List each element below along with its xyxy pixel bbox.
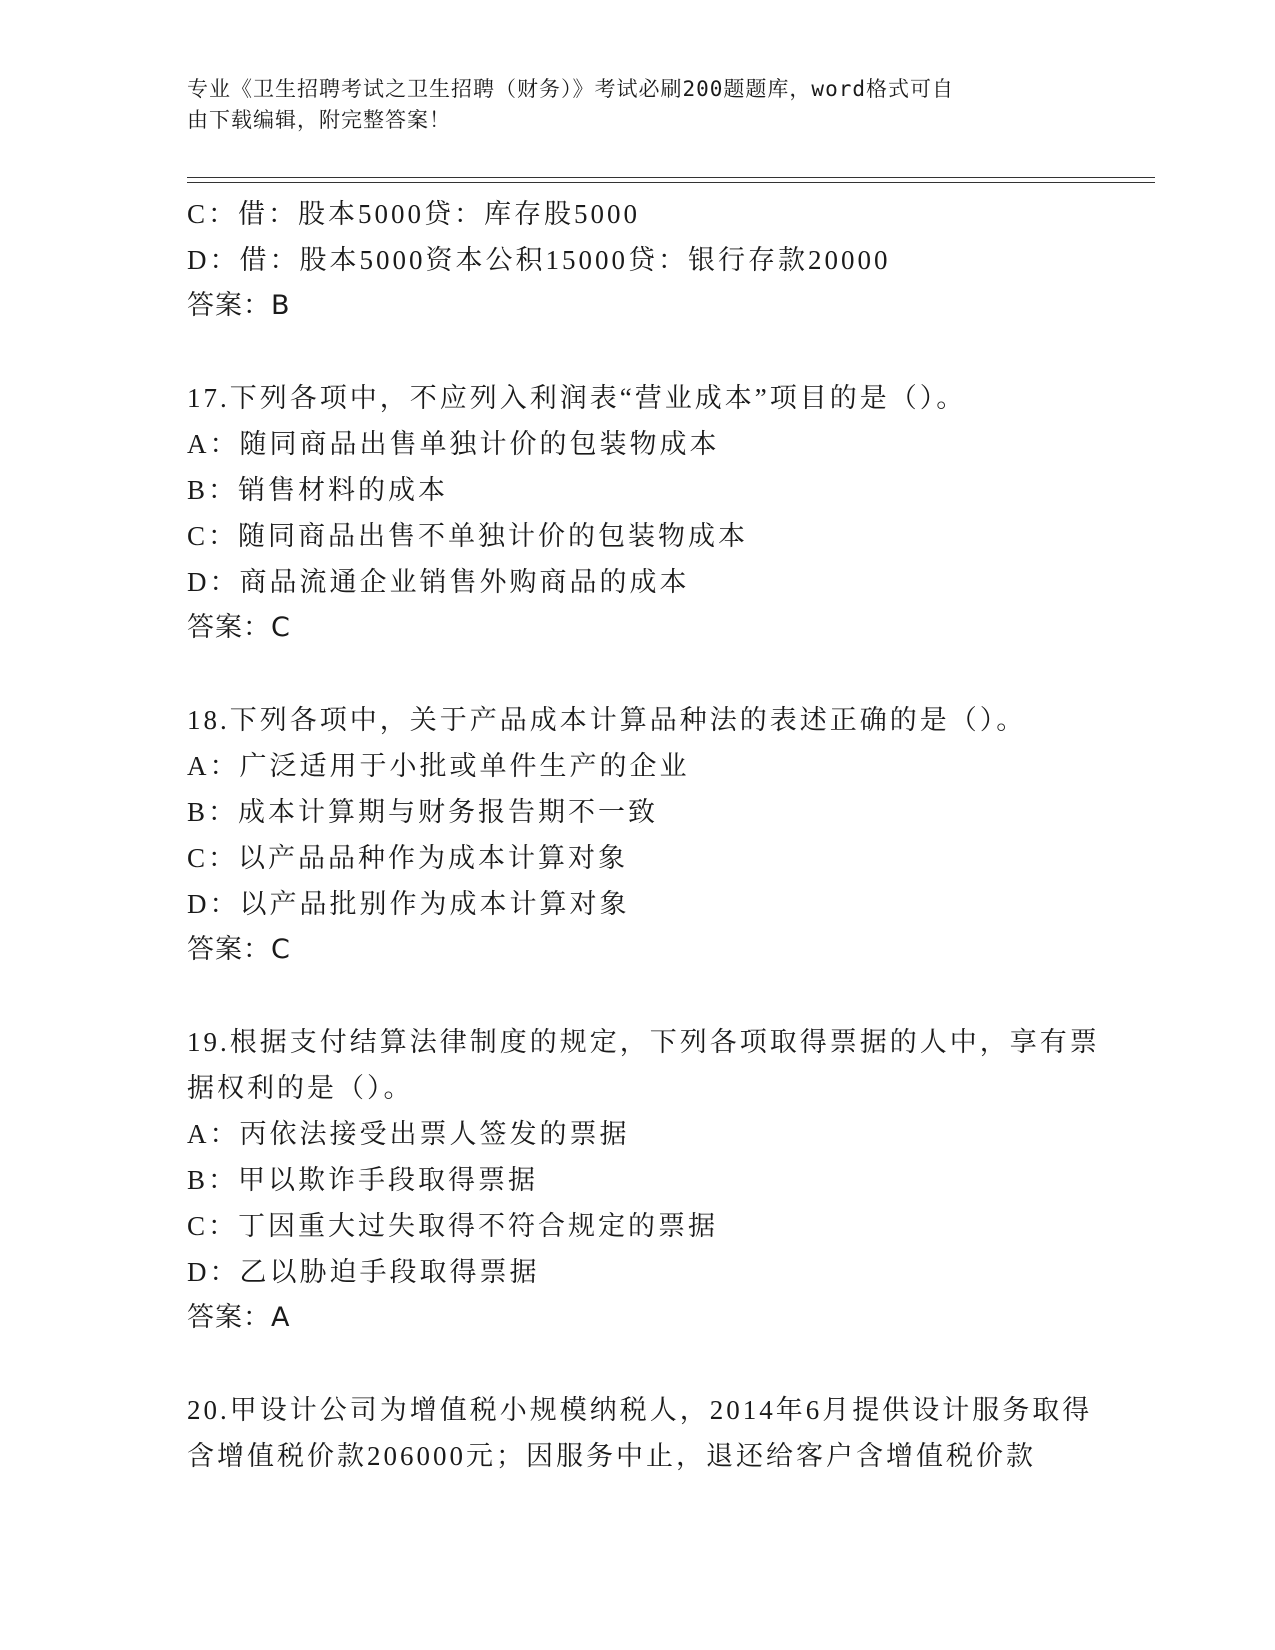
option-d: D：以产品批别作为成本计算对象 [187,889,630,919]
answer: 答案：A [187,1302,291,1333]
option-d: D：借：股本5000资本公积15000贷：银行存款20000 [187,245,891,275]
option-b: B：甲以欺诈手段取得票据 [187,1165,539,1195]
option-b: B：销售材料的成本 [187,475,449,505]
header-divider-bottom [187,182,1155,183]
option-a: A：丙依法接受出票人签发的票据 [187,1119,630,1149]
header-line-2: 由下载编辑，附完整答案！ [187,108,451,132]
spacer [187,973,1087,1019]
question-18 [187,697,1087,973]
option-c: C：以产品品种作为成本计算对象 [187,843,629,873]
question-17 [187,375,1087,651]
question-stem-line-2: 据权利的是（）。 [187,1073,414,1103]
page-header [187,74,1067,136]
question-16 [187,191,1087,329]
answer: 答案：C [187,934,291,965]
question-stem: 18.下列各项中，关于产品成本计算品种法的表述正确的是（）。 [187,705,1027,735]
option-c: C：借：股本5000贷：库存股5000 [187,199,641,229]
header-line-1: 专业《卫生招聘考试之卫生招聘（财务）》考试必刷200题题库，word格式可自 [187,77,954,101]
option-c: C：丁因重大过失取得不符合规定的票据 [187,1211,719,1241]
option-a: A：随同商品出售单独计价的包装物成本 [187,429,720,459]
question-stem-line-1: 19.根据支付结算法律制度的规定，下列各项取得票据的人中，享有票 [187,1027,1100,1057]
spacer [187,651,1087,697]
document-body [187,191,1100,1479]
option-c: C：随同商品出售不单独计价的包装物成本 [187,521,749,551]
spacer [187,329,1087,375]
option-d: D：商品流通企业销售外购商品的成本 [187,567,690,597]
header-divider-top [187,177,1155,178]
option-b: B：成本计算期与财务报告期不一致 [187,797,659,827]
answer: 答案：C [187,612,291,643]
option-d: D：乙以胁迫手段取得票据 [187,1257,540,1287]
option-a: A：广泛适用于小批或单件生产的企业 [187,751,690,781]
question-stem: 17.下列各项中，不应列入利润表“营业成本”项目的是（）。 [187,383,967,413]
spacer [187,1341,1087,1387]
question-stem-line-1: 20.甲设计公司为增值税小规模纳税人，2014年6月提供设计服务取得 [187,1395,1093,1425]
question-19 [187,1019,1100,1341]
question-stem-line-2: 含增值税价款206000元；因服务中止，退还给客户含增值税价款 [187,1441,1036,1471]
question-20 [187,1387,1093,1479]
answer: 答案：B [187,290,291,321]
